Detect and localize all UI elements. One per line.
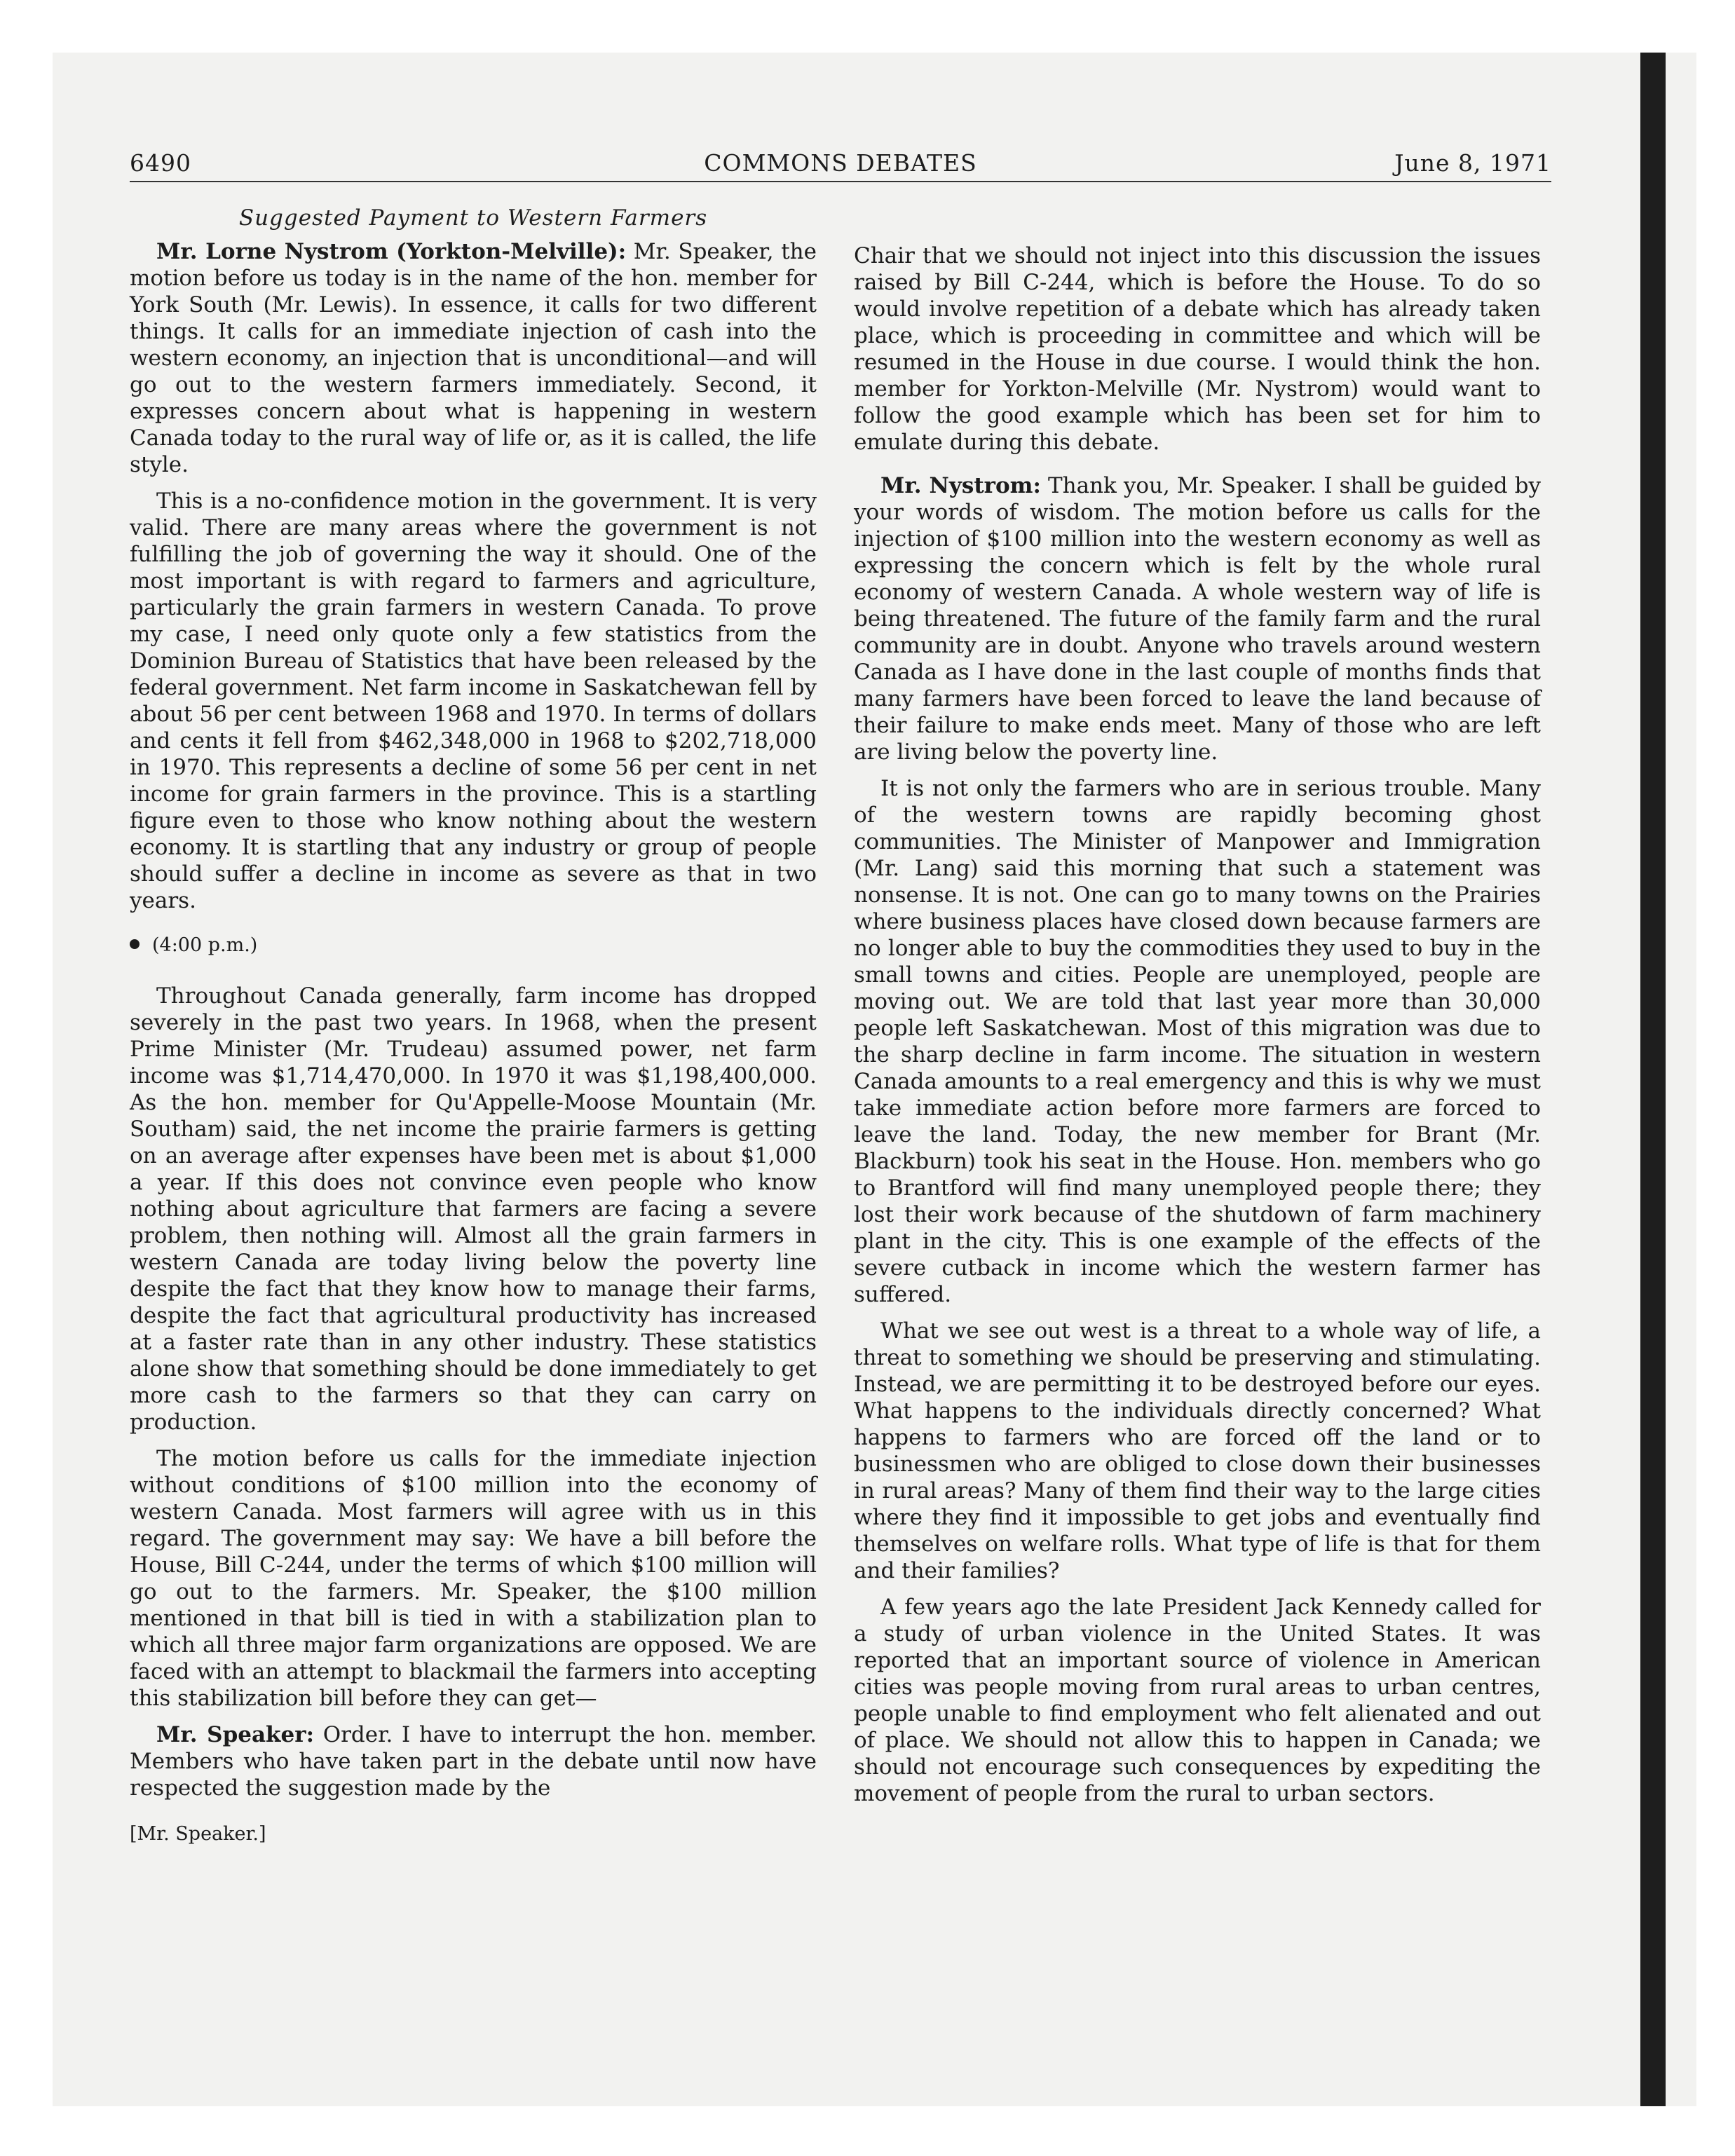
publication-title: COMMONS DEBATES (704, 149, 977, 177)
paragraph: Chair that we should not inject into this discussion the issues raised by Bill C-244, which is before the House. To do so would involve repetition of a debate which has already taken place, which is proceeding in committee and which will be resumed in the House in due course. I would think the hon. member for Yorkton-Melville (Mr. Nystrom) would want to follow the good example which has been set for him to emulate during this debate. (854, 243, 1541, 455)
paragraph (854, 472, 1541, 765)
bullet-icon (130, 939, 140, 949)
page-header (130, 146, 1551, 182)
paragraph: This is a no-confidence motion in the government. It is very valid. There are many areas where the government is not fulfilling the job of governing the way it should. One of the most important is with regard to farmers and agriculture, particularly the grain farmers in western Canada. To prove my case, I need only quote only a few statistics from the Dominion Bureau of Statistics that have been released by the federal government. Net farm income in Saskatchewan fell by about 56 per cent between 1968 and 1970. In terms of dollars and cents it fell from $462,348,000 in 1968 to $202,718,000 in 1970. This represents a decline of some 56 per cent in net income for grain farmers in the province. This is a startling figure even to those who know nothing about the western economy. It is startling that any industry or group of people should suffer a decline in income as severe as that in two years. (130, 489, 817, 913)
speaker-name: Mr. Nystrom: (880, 473, 1041, 498)
paragraph: What we see out west is a threat to a whole way of life, a threat to something we should be preserving and stimulating. Instead, we are permitting it to be destroyed before our eyes. What happens to the individuals directly concerned? What happens to farmers who are forced off the land or to businessmen who are obliged to close down their businesses in rural areas? Many of them find their way to the large cities where they find it impossible to get jobs and eventually find themselves on welfare rolls. What type of life is that for them and their families? (854, 1318, 1541, 1583)
paragraph: Throughout Canada generally, farm income has dropped severely in the past two years. In 1968, when the present Prime Minister (Mr. Trudeau) assumed power, net farm income was $1,714,470,000. In 1970 it was $1,198,400,000. As the hon. member for Qu'Appelle-Moose Mountain (Mr. Southam) said, the net income the prairie farmers is getting on an average after expenses have been met is about $1,000 a year. If this does not convince even people who know nothing about agriculture that farmers are facing a severe problem, then nothing will. Almost all the grain farmers in western Canada are today living below the poverty line despite the fact that they know how to manage their farms, despite the fact that agricultural productivity has increased at a faster rate than in any other industry. These statistics alone show that something should be done immediately to get more cash to the farmers so that they can carry on production. (130, 983, 817, 1435)
left-column (130, 205, 817, 1857)
speaker-name: Mr. Speaker: (156, 1722, 315, 1747)
speaker-attribution: [Mr. Speaker.] (130, 1823, 266, 1845)
time-marker (130, 932, 817, 959)
paragraph (130, 1721, 817, 1801)
paragraph-text: Mr. Speaker, the motion before us today is in the name of the hon. member for York South (Mr. Lewis). In essence, it calls for two different things. It calls for an immediate injection of cash into the western economy, an injection that is unconditional—and will go out to the western farmers immediately. Second, it expresses concern about what is happening in western Canada today to the rural way of life or, as it is called, the life style. (130, 239, 817, 477)
paragraph-text: Thank you, Mr. Speaker. I shall be guided by your words of wisdom. The motion before us calls for the injection of $100 million into the western economy as well as expressing the concern which is felt by the whole rural economy of western Canada. A whole western way of life is being threatened. The future of the family farm and the rural community are in doubt. Anyone who travels around western Canada as I have done in the last couple of months finds that many farmers have been forced to leave the land because of their failure to make ends meet. Many of those who are left are living below the poverty line. (854, 473, 1542, 765)
right-column (854, 243, 1541, 1817)
time-marker-text: (4:00 p.m.) (152, 934, 258, 956)
speaker-name: Mr. Lorne Nystrom (Yorkton-Melville): (156, 239, 627, 264)
publication-date: June 8, 1971 (1394, 149, 1551, 177)
paragraph (130, 238, 817, 478)
paragraph: It is not only the farmers who are in serious trouble. Many of the western towns are rapidly becoming ghost communities. The Minister of Manpower and Immigration (Mr. Lang) said this morning that such a statement was nonsense. It is not. One can go to many towns on the Prairies where business places have closed down because farmers are no longer able to buy the commodities they used to buy in the small towns and cities. People are unemployed, people are moving out. We are told that last year more than 30,000 people left Saskatchewan. Most of this migration was due to the sharp decline in farm income. The situation in western Canada amounts to a real emergency and this is why we must take immediate action before more farmers are forced to leave the land. Today, the new member for Brant (Mr. Blackburn) took his seat in the House. Hon. members who go to Brantford will find many unemployed people there; they lost their work because of the shutdown of farm machinery plant in the city. This is one example of the effects of the severe cutback in income which the western farmer has suffered. (854, 776, 1541, 1307)
section-heading: Suggested Payment to Western Farmers (238, 205, 708, 231)
paragraph-text: Order. I have to interrupt the hon. member. Members who have taken part in the debate until now have respected the suggestion made by the (130, 1722, 817, 1801)
page-number: 6490 (130, 149, 191, 177)
paragraph: A few years ago the late President Jack Kennedy called for a study of urban violence in the United States. It was reported that an important source of violence in American cities was people moving from rural areas to urban centres, people unable to find employment who felt alienated and out of place. We should not allow this to happen in Canada; we should not encourage such consequences by expediting the movement of people from the rural to urban sectors. (854, 1595, 1541, 1806)
scan-edge-shadow (1640, 53, 1666, 2106)
paragraph: The motion before us calls for the immediate injection without conditions of $100 million into the economy of western Canada. Most farmers will agree with us in this regard. The government may say: We have a bill before the House, Bill C-244, under the terms of which $100 million will go out to the farmers. Mr. Speaker, the $100 million mentioned in that bill is tied in with a stabilization plan to which all three major farm organizations are opposed. We are faced with an attempt to blackmail the farmers into accepting this stabilization bill before they can get— (130, 1446, 817, 1711)
